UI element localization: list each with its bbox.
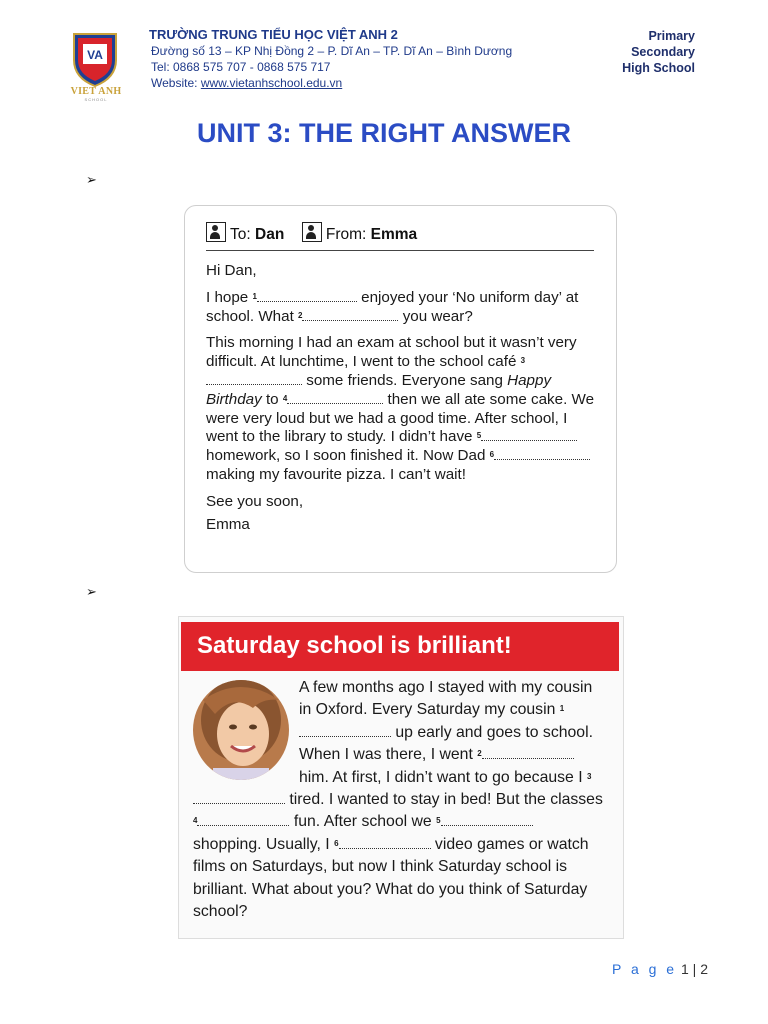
from-label: From: (325, 226, 367, 243)
blank-number: 2 (477, 749, 482, 759)
answer-blank[interactable] (494, 447, 590, 460)
answer-blank[interactable] (257, 289, 357, 302)
email-closing: See you soon, (206, 492, 304, 510)
blank-number: 6 (334, 838, 339, 848)
email-signature: Emma (206, 515, 250, 533)
level-high-school: High School (622, 61, 695, 75)
school-name: TRƯỜNG TRUNG TIỂU HỌC VIỆT ANH 2 (149, 27, 398, 42)
page-label: P a g e (611, 961, 678, 977)
school-logo (70, 30, 120, 88)
answer-blank[interactable] (193, 791, 285, 804)
blank-number: 5 (436, 816, 441, 826)
school-address: Đường số 13 – KP Nhị Đồng 2 – P. Dĩ An – TP. Dĩ An – Bình Dương (151, 44, 513, 58)
from-name: Emma (370, 226, 418, 243)
article-text: A few months ago I stayed with my cousin in Oxford. Every Saturday my cousin $^1$ up early and goes to school. When I was there, I went $^2$ him. At first, I didn’t want to go because I $^3$ tired. I wanted to stay in bed! But the classes $^4$ fun. After school we $^5$ shopping. Usually, I $^6$ video games or watch films on Saturdays, but now I think Saturday school is brilliant. What about you? What do you think of Saturday school? (193, 679, 603, 921)
answer-blank[interactable] (302, 308, 398, 321)
to-label: To: (230, 226, 251, 243)
answer-blank[interactable] (206, 372, 302, 385)
blank-number: 2 (298, 310, 303, 320)
email-body (206, 262, 601, 542)
page-total: 2 (700, 961, 708, 977)
page-number (612, 961, 708, 977)
school-phone: Tel: 0868 575 707 - 0868 575 717 (151, 60, 331, 74)
blank-number: 5 (476, 431, 482, 441)
answer-blank[interactable] (287, 391, 383, 404)
answer-blank[interactable] (299, 724, 391, 737)
blank-number: 3 (520, 356, 526, 366)
person-icon (206, 222, 226, 242)
email-paragraph-2: This morning I had an exam at school but it wasn’t very difficult. At lunchtime, I went to the school café $^3$ some friends. Everyone sang Happy Birthday to $^4$ then we all ate some cake. We were very loud but we had a good time. After school, I went to the library to study. I didn’t have $^5$ homework, so I soon finished it. Now Dad $^6$ making my favourite pizza. I can’t wait! (206, 334, 595, 483)
level-secondary: Secondary (631, 45, 695, 59)
blank-number: 1 (252, 291, 257, 301)
to-name: Dan (255, 226, 285, 243)
logo-subtext: SCHOOL (84, 97, 108, 102)
website-label: Website: (151, 76, 201, 90)
answer-blank[interactable] (339, 836, 431, 849)
blank-number: 4 (282, 393, 288, 403)
unit-title: UNIT 3: THE RIGHT ANSWER (197, 118, 571, 148)
answer-blank[interactable] (197, 813, 289, 826)
blank-number: 4 (193, 816, 198, 826)
website-link[interactable]: www.vietanhschool.edu.vn (200, 76, 343, 90)
blank-number: 3 (587, 771, 592, 781)
bullet-1: ➢ (86, 172, 97, 187)
blank-number: 6 (489, 450, 495, 460)
answer-blank[interactable] (441, 813, 533, 826)
logo-initials: VA (87, 48, 103, 62)
school-website (151, 76, 342, 90)
email-paragraph-1: I hope $^1$ enjoyed your ‘No uniform day’ at school. What $^2$ you wear? (206, 288, 579, 325)
person-icon (302, 222, 322, 242)
logo-text: VIET ANH (70, 86, 122, 97)
bullet-2: ➢ (86, 584, 97, 599)
answer-blank[interactable] (482, 746, 574, 759)
blank-number: 1 (559, 704, 565, 714)
girl-photo (193, 680, 289, 780)
level-primary: Primary (648, 29, 695, 43)
email-greeting: Hi Dan, (206, 262, 257, 279)
article-title: Saturday school is brilliant! (197, 632, 512, 659)
page-separator: | (688, 961, 701, 977)
answer-blank[interactable] (481, 428, 577, 441)
page-current: 1 (680, 961, 689, 977)
school-levels (622, 28, 695, 76)
email-header (206, 222, 594, 251)
